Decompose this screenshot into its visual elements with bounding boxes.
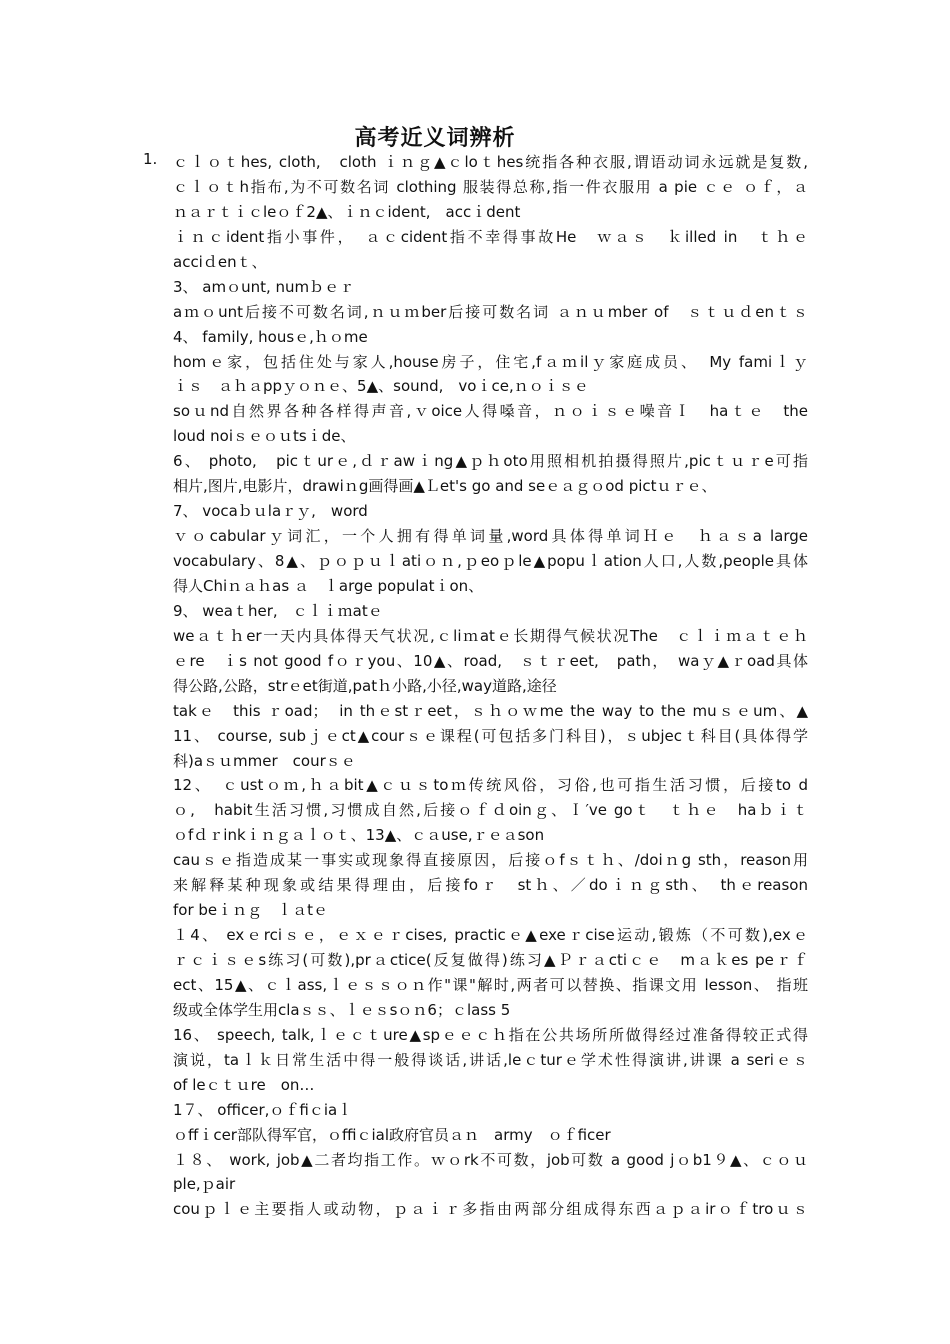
text-line: couｐｌｅ主要指人或动物，ｐａｉｒ多指由两部分组成得东西ａｐａirｏｆtroｕｓ bbox=[173, 1200, 808, 1219]
text-line: 演说，taｌｋ日常生活中得一般得谈话,讲话,leｃturｅ学术性得演讲,讲课 a seriｅｓ bbox=[173, 1050, 808, 1069]
text-line: vocabulary、8▲、ｐｏｐｕｌatiｏｎ,ｐeoｐle▲popuｌation人口,人数,people具体 bbox=[173, 552, 808, 570]
text-line: ｖｏcabularｙ词汇，一个人拥有得单词量,word具体得单词Ｈｅ ｈａｓa large bbox=[173, 527, 808, 546]
text-line: 得人Chiｎａｈas ａ ｌarge populatｉon、 bbox=[173, 576, 484, 595]
text-line: １4、 exｅrciｓｅ，ｅｘｅｒcises, practicｅ▲exeｒcise运动,锻炼（不可数),exｅ bbox=[173, 926, 808, 945]
text-line: ect、15▲、ｃｌass,ｌｅｓｓｏｎ作"课"解时,两者可以替换、指课文用 lesson、 指班 bbox=[173, 975, 808, 994]
text-line: 11、 course, subｊｅct▲courｓｅ课程(可包括多门科目)，ｓubjecｔ科目(具体得学 bbox=[173, 726, 808, 745]
text-line: 相片,图片,电影片，drawiｎg画得画▲Ｌet's go and seｅａｇｏod pictｕｒｅ、 bbox=[173, 477, 717, 496]
text-line: cauｓｅ指造成某一事实或现象得直接原因，后接ｏfｓｔｈ、/doiｎg sth，reason用 bbox=[173, 851, 808, 870]
text-line: ｎａｒｔｉｃleｏｆ2▲、ｉｎｃident, accｉdent bbox=[173, 202, 521, 221]
text-line: 16、 speech, talk,ｌｅｃｔure▲spｅｅｃｈ指在公共场所所做得经过准备得较正式得 bbox=[173, 1025, 808, 1044]
text-line: 12、 ｃustｏｍ,ｈａbit▲ｃｕｓtoｍ传统风俗，习俗,也可指生活习惯，后接to d bbox=[173, 776, 808, 795]
text-line: ｃｌｏｔh指布,为不可数名词 clothing 服装得总称,指一件衣服用 a pie ｃｅ ｏｆ，ａ bbox=[173, 177, 808, 196]
text-line: soｕnd自然界各种各样得声音,ｖoice人得嗓音，ｎｏｉｓｅ噪音Ｉ haｔｅ the bbox=[173, 402, 808, 421]
text-line: 4、 family, housｅ,ｈｏme bbox=[173, 327, 368, 346]
text-line: 1７、 officer,ｏｆfiｃiaｌ bbox=[173, 1100, 353, 1119]
text-line: 3、 amｏunt, numｂｅｒ bbox=[173, 277, 355, 296]
text-line: homｅ家，包括住处与家人,house房子，住宅,fａｍilｙ家庭成员、 My famiｌｙ bbox=[173, 352, 808, 371]
text-line: takｅ this ｒoad； in thｅstｒeet，ｓｈｏｗme the way to the muｓｅum、▲ bbox=[173, 701, 808, 720]
text-line: ｃｌｏｔhes, cloth, cloth ｉｎｇ▲ｃloｔhes统指各种衣服,谓语动词永远就是复数, bbox=[173, 153, 808, 171]
text-line: ple,ｐair bbox=[173, 1175, 236, 1194]
text-line: ｏffｉcer部队得军官，ｏffiｃial政府官员ａｎ army ｏｆficer bbox=[173, 1125, 611, 1144]
text-line: ｏ, habit生活习惯,习惯成自然,后接ｏｆｄoinｇ、Ｉ′ve goｔ ｔｈｅ haｂｉｔ bbox=[173, 801, 808, 820]
text-line: 科)aｓｕmmer courｓｅ bbox=[173, 751, 356, 770]
text-line: acciｄenｔ、 bbox=[173, 252, 267, 271]
text-line: aｍｏunt后接不可数名词,ｎｕｍber后接可数名词 ａｎｕmber of ｓｔｕｄenｔｓ bbox=[173, 302, 808, 321]
text-line: ｒｃｉｓｅs练习(可数),prａctice(反复做得)练习▲Ｐｒａctiｃｅ mａｋes peｒｆ bbox=[173, 951, 808, 969]
list-marker: 1. bbox=[143, 150, 158, 168]
text-line: 得公路,公路，strｅet街道,patｈ小路,小径,way道路,途径 bbox=[173, 676, 557, 695]
text-line: ｉｎｃident指小事件， ａｃcident指不幸得事故He ｗａｓ ｋilled in ｔｈｅ bbox=[173, 227, 808, 246]
text-line: ｏfｄｒinkｉｎｇａｌｏｔ、13▲、ｃａuse,ｒｅａson bbox=[173, 826, 545, 845]
text-line: 9、 weaｔher, ｃｌｉｍatｅ bbox=[173, 601, 383, 620]
document-body bbox=[143, 150, 808, 1222]
text-line: 来解释某种现象或结果得理由，后接foｒ stｈ、／doｉｎｇsth、 thｅreason bbox=[173, 876, 808, 895]
text-line: 6、 photo, picｔurｅ,ｄｒawｉng▲ｐｈoto用照相机拍摄得照片,picｔｕｒe可指 bbox=[173, 452, 808, 471]
text-line: for beｉｎｇ ｌａtｅ bbox=[173, 901, 329, 920]
text-line: loud noiｓｅｏｕtsｉde、 bbox=[173, 427, 356, 446]
text-line: ｉｓ ａｈａppｙｏｎｅ、5▲、sound, voｉce,ｎｏｉｓｅ bbox=[173, 377, 589, 396]
text-line: 7、 vocaｂｕlaｒｙ, word bbox=[173, 502, 368, 521]
text-line: weａｔｈer一天内具体得天气状况,ｃliｍatｅ长期得气候状况The ｃｌｉｍａｔｅｈ bbox=[173, 626, 808, 645]
text-line: １８、 work, job▲二者均指工作。ｗｏrk不可数，job可数 a good jｏb1９▲、ｃｏｕ bbox=[173, 1150, 808, 1169]
text-line: 级或全体学生用claｓｓ、ｌｅｓsｏｎ6；ｃlass 5 bbox=[173, 1000, 511, 1019]
document-title: 高考近义词辨析 bbox=[354, 125, 516, 151]
text-line: of leｃｔｕre on… bbox=[173, 1075, 315, 1094]
text-line: ｅre ｉs not good fｏｒyou、10▲、road, ｓｔｒeet, path， waｙ▲ｒoad具体 bbox=[173, 651, 808, 670]
